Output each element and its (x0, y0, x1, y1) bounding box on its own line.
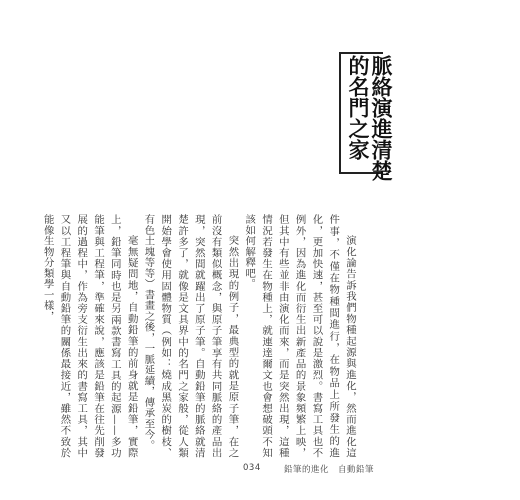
body-text (41, 214, 358, 458)
chapter-title-line-1: 脈絡演進清楚 (369, 55, 393, 181)
running-footer: 鉛筆的進化 自動鉛筆 (284, 465, 375, 475)
paragraph-2: 突然出現的例子，最典型的就是原子筆，在之前沒有類似概念，與原子筆享有共同脈絡的產品出現，突然間就躍出了原子筆。自動鉛筆的脈絡就清楚許多了，就像是文具界中的名門之家般，從人類開始學會使用固體物質（例如：燒成黑炭的樹枝、有色土塊等等）書畫之後，一脈延續，傳承至今。 (142, 214, 239, 458)
chapter-title-line-2: 的名門之家 (346, 55, 370, 160)
paragraph-3: 毫無疑問地，自動鉛筆的前身就是鉛筆，實際上，鉛筆同時也是另兩款書寫工具的起源——多功能筆與工程筆，準確來說，應該是鉛筆在往先削發展的過程中，作為旁支衍生出來的書寫工具，其中又以工程筆與自動鉛筆的關係最接近，雖然不致於能像生物分類學一樣， (41, 214, 138, 458)
paragraph-1: 演化論告訴我們物種起源與進化，然而進化這件事，不僅在物種間進行，在物品上所發生的進化，更加快速，甚至可以說是激烈。書寫工具也不例外，因為進化而衍生出新產品的景象頻繁上映，但其中有些並非由演化而來，而是突然出現，這種情況若發生在物種上，就連達爾文也會想破頭不知該如何解釋吧。 (243, 214, 356, 458)
page-number: 034 (243, 463, 261, 473)
